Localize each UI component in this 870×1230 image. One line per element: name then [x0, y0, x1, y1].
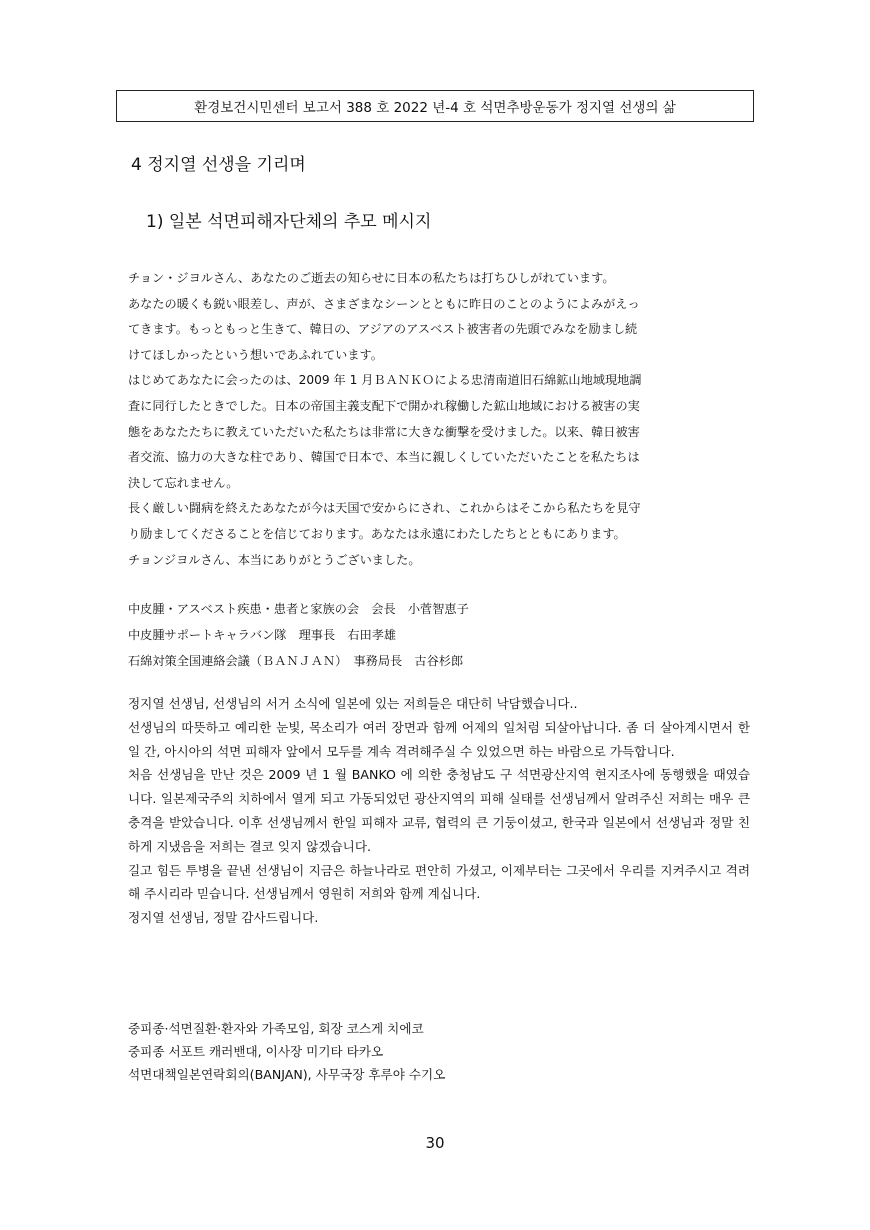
korean-message-paragraph: 선생님의 따뜻하고 예리한 눈빛, 목소리가 여러 장면과 함께 어제의 일처럼 되살아납니다. 좀 더 살아계시면서 한일 간, 아시아의 석면 피해자 앞에서 모두를 계속 격려해주실 수 있었으면 하는 바람으로 가득합니다. [128, 719, 750, 759]
japanese-message-line: 長く厳しい闘病を終えたあなたが今は天国で安からにされ、これからはそこから私たちを見守 [128, 501, 641, 516]
japanese-message-line: チョンジヨルさん、本当にありがとうございました。 [128, 552, 421, 567]
japanese-signature: 中皮腫・アスベスト疾患・患者と家族の会 会長 小菅智恵子 [128, 602, 469, 616]
japanese-message-line: 態をあなたたちに教えていただいた私たちは非常に大きな衝撃を受けました。以来、韓日被害 [128, 424, 640, 439]
japanese-message-line: あなたの暖くも鋭い眼差し、声が、さまざまなシーンとともに昨日のことのようによみがえっ [128, 296, 640, 311]
japanese-message-line: はじめてあなたに会ったのは、2009 年 1 月ＢＡＮＫＯによる忠清南道旧石綿鉱山地域現地調 [128, 373, 642, 388]
japanese-message-line: けてほしかったという想いであふれています。 [128, 347, 383, 362]
section-title: 4 정지열 선생을 기리며 [131, 155, 306, 175]
korean-message-paragraph: 길고 힘든 투병을 끝낸 선생님이 지금은 하늘나라로 편안히 가셨고, 이제부터는 그곳에서 우리를 지켜주시고 격려해 주시리라 믿습니다. 선생님께서 영원히 저희와 함께 계십니다. [128, 862, 750, 902]
japanese-message-line: 決して忘れません。 [128, 475, 239, 490]
japanese-message-line: チョン・ジヨルさん、あなたのご逝去の知らせに日本の私たちは打ちひしがれています。 [128, 271, 615, 285]
korean-signature: 석면대책일본연락회의(BANJAN), 사무국장 후루야 수기오 [128, 1067, 446, 1082]
japanese-message [128, 266, 748, 573]
subsection-title: 1) 일본 석면피해자단체의 추모 메시지 [146, 212, 432, 232]
japanese-message-line: り励ましてくださることを信じております。あなたは永遠にわたしたちとともにあります。 [128, 526, 626, 541]
japanese-message-line: てきます。もっともっと生きて、韓日の、アジアのアスベスト被害者の先頭でみなを励まし続 [128, 322, 638, 337]
page-number: 30 [425, 1134, 445, 1152]
korean-signatures [128, 1017, 748, 1086]
korean-signature: 중피종 서포트 캐러밴대, 이사장 미기타 타카오 [128, 1044, 384, 1059]
korean-message-paragraph: 정지열 선생님, 선생님의 서거 소식에 일본에 있는 저희들은 대단히 낙담했습니다.. [128, 696, 578, 711]
korean-message [128, 692, 750, 930]
report-header [116, 90, 754, 122]
report-header-text: 환경보건시민센터 보고서 388 호 2022 년-4 호 석면추방운동가 정지열 선생의 삶 [194, 100, 676, 116]
japanese-message-line: 査に同行したときでした。日本の帝国主義支配下で開かれ稼働した鉱山地域における被害の実 [128, 398, 640, 413]
japanese-signature: 中皮腫サポートキャラバン隊 理事長 右田孝雄 [128, 628, 397, 642]
japanese-signatures [128, 596, 748, 674]
korean-message-paragraph: 처음 선생님을 만난 것은 2009 년 1 월 BANKO 에 의한 충청남도 구 석면광산지역 현지조사에 동행했을 때였습니다. 일본제국주의 치하에서 열게 되고 가동되었던 광산지역의 피해 실태를 선생님께서 알려주신 저희는 매우 큰 충격을 받았습니다. 이후 선생님께서 한일 피해자 교류, 협력의 큰 기둥이셨고, 한국과 일본에서 선생님과 정말 친하게 지냈음을 저희는 결코 잊지 않겠습니다. [128, 767, 750, 854]
japanese-message-line: 者交流、協力の大きな柱であり、韓国で日本で、本当に親しくしていただいたことを私たちは [128, 450, 640, 465]
japanese-signature: 石綿対策全国連絡会議（ＢＡＮＪＡＮ） 事務局長 古谷杉郎 [128, 654, 464, 668]
korean-message-paragraph: 정지열 선생님, 정말 감사드립니다. [128, 910, 319, 926]
korean-signature: 중피종·석면질환·환자와 가족모임, 회장 코스게 치에코 [128, 1021, 424, 1036]
